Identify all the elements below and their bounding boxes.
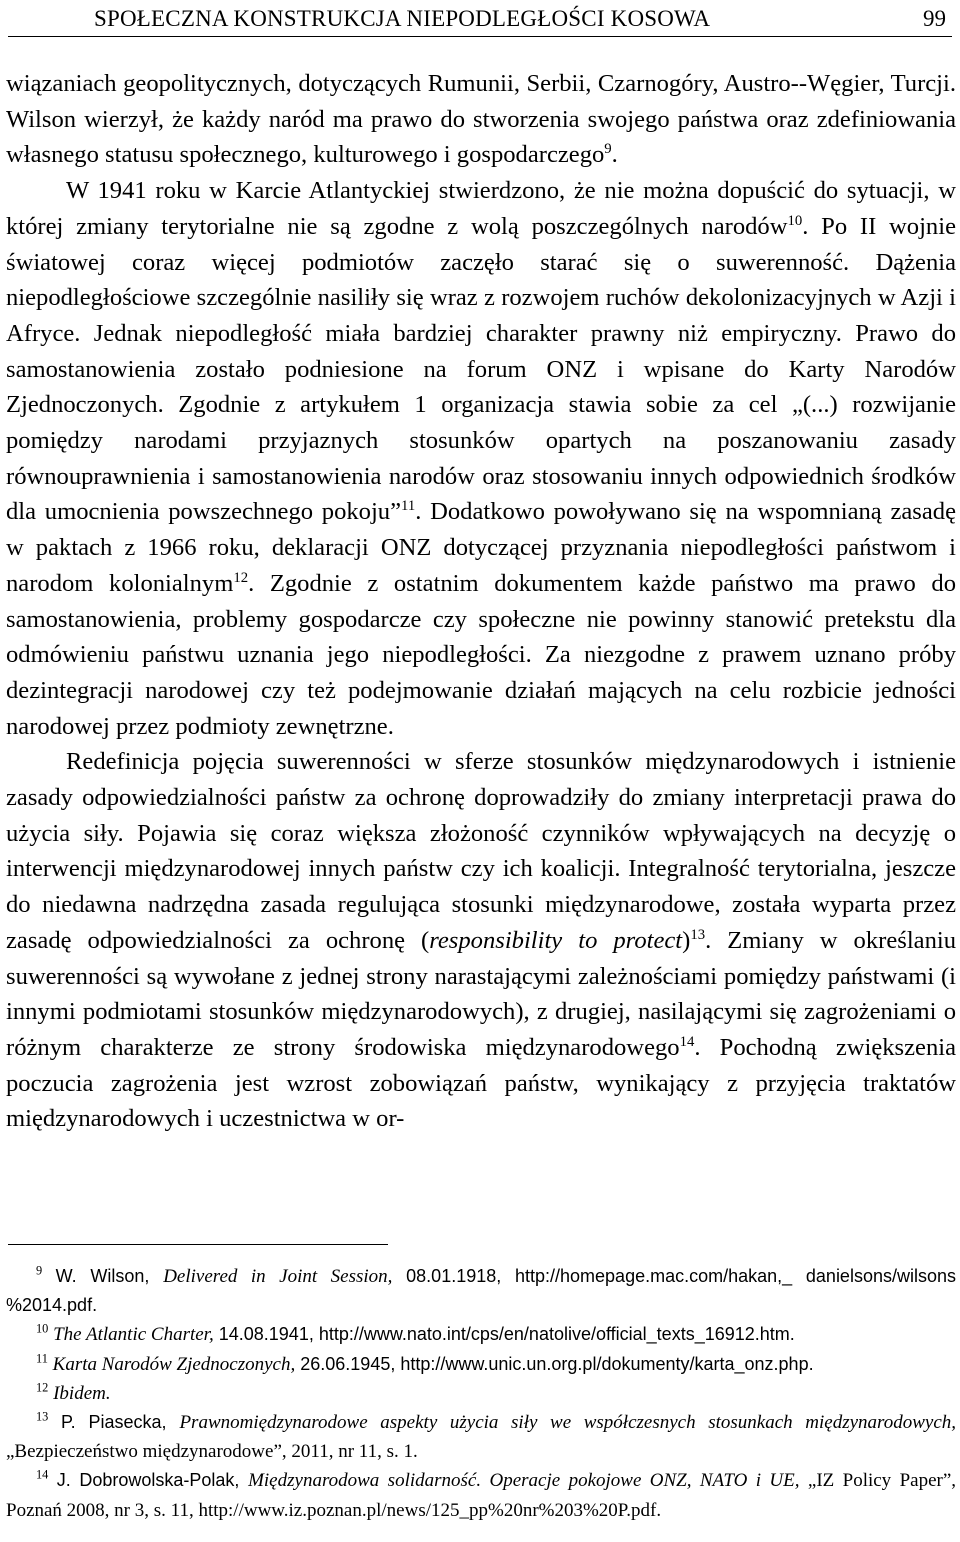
footnote-ref-12[interactable]: 12: [233, 569, 249, 586]
paragraph-3-text-a: Redefinicja pojęcia suwerenności w sferze stosunków międzynarodowych i istnienie zasady odpowiedzialności państw za ochronę doprowadziły do zmiany interpretacji prawa do użycia siły. Pojawia się coraz większa złożoność czynników wpływających na decyzję o interwencji międzynarodowej innych państw czy ich koalicji. Integralność terytorialna, jeszcze do niedawna nadrzędna zasada regulująca stosunki międzynarodowe, została wyparta przez zasadę odpowiedzialności za ochronę (: [6, 748, 956, 954]
paragraph-2-text-d: . Zgodnie z ostatnim dokumentem każde państwo ma prawo do samostanowienia, problemy gospodarcze czy społeczne nie powinny stanowić pretekstu dla odmówieniu państwu uznania jego niepodległości. Za niezgodne z prawem uznano próby dezintegracji narodowej czy też podejmowanie działań mających na celu rozbicie jedności narodowej przez podmioty zewnętrzne.: [6, 569, 956, 740]
footnote-9: [6, 1262, 956, 1320]
footnote-14: [6, 1466, 956, 1524]
footnote-title: Ibidem.: [53, 1382, 111, 1404]
footnote-number: 14: [36, 1468, 49, 1483]
footnote-link[interactable]: 14.08.1941, http://www.nato.int/cps/en/natolive/official_texts_16912.htm.: [213, 1324, 795, 1345]
footnote-author: W. Wilson,: [55, 1266, 164, 1286]
footnote-link[interactable]: „IZ Policy Paper”, Poznań 2008, nr 3, s. 11, http://www.iz.poznan.pl/news/125_pp%20nr%203%20P.pdf.: [6, 1470, 957, 1521]
paragraph-2-text-c: . Dodatkowo powoływano się na wspomnianą zasadę w paktach z 1966 roku, deklaracji ONZ dotyczącej przyznania niepodległości państwom i narodom kolonialnym: [6, 498, 956, 597]
paragraph-3: [6, 744, 956, 1137]
footnote-link[interactable]: 26.06.1945, http://www.unic.un.org.pl/dokumenty/karta_onz.php.: [295, 1353, 814, 1374]
footnote-title: Międzynarodowa solidarność. Operacje pokojowe ONZ, NATO i UE,: [248, 1470, 800, 1492]
paragraph-2: [6, 173, 956, 744]
page-number: 99: [923, 6, 946, 31]
footnote-ref-14[interactable]: 14: [679, 1033, 695, 1050]
paragraph-3-text-d: . Pochodną zwiększenia poczucia zagrożenia jest wzrost zobowiązań państw, wynikający z przyjęcia traktatów międzynarodowych i uczestnictwa w or-: [6, 1033, 956, 1133]
footnotes: [6, 1262, 956, 1525]
footnote-source: „Bezpieczeństwo międzynarodowe”, 2011, nr 11, s. 1.: [6, 1441, 418, 1463]
footnote-title: Delivered in Joint Session,: [163, 1266, 393, 1287]
footnote-author: P. Piasecka,: [60, 1412, 180, 1433]
footnote-title: Prawnomiędzynarodowe aspekty użycia siły we współczesnych stosunkach międzynarodowych,: [179, 1412, 957, 1434]
footnote-number: 11: [36, 1351, 48, 1366]
footnote-13: [6, 1408, 956, 1466]
footnote-10: [6, 1320, 956, 1349]
paragraph-3-text-c: . Zmiany w określaniu suwerenności są wywołane z jednej strony narastającymi zależnościami pomiędzy państwami (i innymi podmiotami stosunków międzynarodowych), z drugiej, nasilającymi się zagrożeniami o różnym charakterze ze strony środowiska międzynarodowego: [6, 926, 956, 1061]
footnote-number: 10: [36, 1322, 49, 1337]
footnote-11: [6, 1350, 956, 1379]
footnote-ref-11[interactable]: 11: [401, 498, 416, 515]
footnote-number: 13: [36, 1409, 49, 1424]
footnote-number: 9: [36, 1263, 43, 1278]
paragraph-3-paren: ): [682, 926, 691, 954]
paragraph-3-italic-term: responsibility to protect: [429, 926, 683, 954]
running-header: [8, 4, 952, 37]
footnote-ref-10[interactable]: 10: [787, 212, 803, 229]
footnote-title: The Atlantic Charter,: [53, 1324, 214, 1346]
footnote-number: 12: [36, 1380, 49, 1395]
footnote-ref-9[interactable]: 9: [604, 141, 612, 158]
footnote-separator: [8, 1244, 388, 1245]
paragraph-1-text: wiązaniach geopolitycznych, dotyczących Rumunii, Serbii, Czarnogóry, Austro--Węgier, Turcji. Wilson wierzył, że każdy naród ma prawo do stworzenia swojego państwa oraz zdefiniowania własnego statusu społecznego, kulturowego i gospodarczego: [6, 70, 956, 169]
footnote-12: [6, 1379, 956, 1408]
paragraph-1: [6, 66, 956, 173]
main-text: [6, 66, 956, 1137]
running-title: SPOŁECZNA KONSTRUKCJA NIEPODLEGŁOŚCI KOSOWA: [94, 6, 711, 31]
footnote-ref-13[interactable]: 13: [690, 926, 706, 943]
paragraph-2-text-a: W 1941 roku w Karcie Atlantyckiej stwierdzono, że nie można dopuścić do sytuacji, w której zmiany terytorialne nie są zgodne z wolą poszczególnych narodów: [6, 177, 956, 240]
paragraph-1-end: .: [611, 141, 618, 169]
footnote-link[interactable]: 08.01.1918, http://homepage.mac.com/hakan,_ danielsons/wilsons %2014.pdf.: [6, 1266, 956, 1316]
paragraph-2-text-b: . Po II wojnie światowej coraz więcej podmiotów zaczęło starać się o suwerenność. Dążenia niepodległościowe szczególnie nasiliły się wraz z rozwojem ruchów dekolonizacyjnych w Azji i Afryce. Jednak niepodległość miała bardziej charakter prawny niż empiryczny. Prawo do samostanowienia zostało podniesione na forum ONZ i wpisane do Karty Narodów Zjednoczonych. Zgodnie z artykułem 1 organizacja stawia sobie za cel „(...) rozwijanie pomiędzy narodami przyjaznych stosunków opartych na poszanowaniu zasady równouprawnienia i samostanowienia narodów oraz stosowaniu innych odpowiednich środków dla umocnienia powszechnego pokoju”: [6, 212, 956, 526]
footnote-title: Karta Narodów Zjednoczonych,: [52, 1353, 296, 1375]
footnote-author: J. Dobrowolska-Polak,: [56, 1470, 249, 1491]
